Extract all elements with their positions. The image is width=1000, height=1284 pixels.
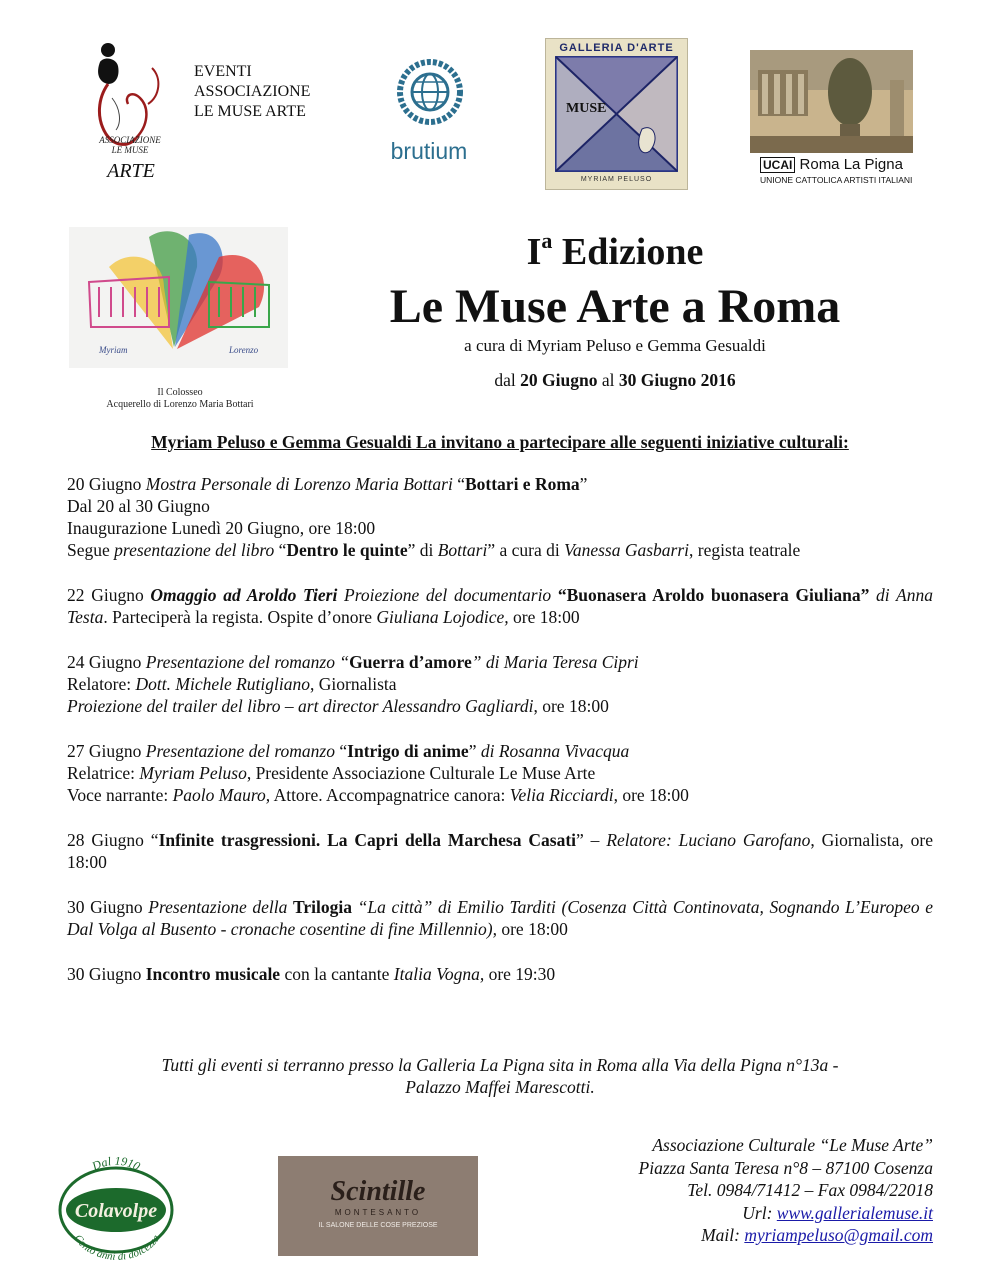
- venue-line2: Palazzo Maffei Marescotti.: [405, 1077, 595, 1097]
- event-text: “: [452, 474, 465, 494]
- event-text: Voce narrante:: [67, 785, 173, 805]
- event-highlight: “Buonasera Aroldo buonasera Giuliana”: [557, 585, 870, 605]
- event-text: , Giornalista: [310, 674, 397, 694]
- galleria-arte-logo: [545, 38, 688, 190]
- event-highlight: Intrigo di anime: [347, 741, 469, 761]
- galleria-word: MUSE: [566, 101, 607, 116]
- invitation-line: Myriam Peluso e Gemma Gesualdi La invitano a partecipare alle seguenti iniziative culturali:: [151, 432, 849, 452]
- event-highlight: Guerra d’amore: [349, 652, 472, 672]
- event-line: [67, 584, 933, 628]
- event-text: Paolo Mauro,: [172, 785, 271, 805]
- event-text: , ore 18:00: [613, 785, 689, 805]
- event-line: [67, 762, 933, 784]
- event-text: Presentazione del romanzo: [145, 741, 335, 761]
- event-highlight: Incontro musicale: [145, 964, 281, 984]
- scintille-logo: [278, 1156, 478, 1256]
- event-text: con la cantante: [280, 964, 394, 984]
- event-text: “La città” di Emilio Tarditi (Cosenza Città Continovata, Sognando L’Europeo e Dal Volga al Busento - cronache cosentine di fine Millennio),: [67, 897, 934, 939]
- muse-logo-word: ARTE: [107, 160, 155, 182]
- event-item: [67, 963, 933, 985]
- event-text: “: [335, 741, 348, 761]
- event-line: [67, 784, 933, 806]
- colavolpe-motto: Cento anni di dolcezza: [71, 1232, 163, 1263]
- event-highlight: Omaggio ad Aroldo Tieri: [150, 585, 338, 605]
- event-text: ore 18:00: [508, 607, 580, 627]
- event-text: Bottari: [437, 540, 488, 560]
- event-text: . Parteciperà la regista. Ospite d’onore: [103, 607, 377, 627]
- event-text: , regista teatrale: [689, 540, 801, 560]
- event-text: Relatore: Luciano Garofano: [606, 830, 811, 850]
- event-line: [67, 829, 933, 873]
- event-text: , ore 18:00: [533, 696, 609, 716]
- event-line: [67, 673, 933, 695]
- galleria-title: GALLERIA D'ARTE: [559, 42, 674, 54]
- event-date: 27 Giugno: [67, 741, 146, 761]
- edition-heading: [330, 228, 900, 274]
- event-text: ”: [468, 741, 481, 761]
- events-list: [67, 473, 933, 1008]
- event-text: ”: [579, 474, 588, 494]
- event-text: , Presidente Associazione Culturale Le Muse Arte: [246, 763, 596, 783]
- painting-caption: [60, 387, 300, 411]
- scintille-sub: MONTESANTO: [334, 1208, 422, 1217]
- contact-mail-line: [520, 1224, 933, 1247]
- dates-prefix: dal: [494, 370, 521, 390]
- event-text: Mostra Personale di Lorenzo Maria Bottari: [145, 474, 453, 494]
- globe-logo-icon: [380, 48, 475, 143]
- event-date: 20 Giugno: [67, 474, 146, 494]
- event-text: Giuliana Lojodice,: [376, 607, 509, 627]
- event-text: ore 19:30: [484, 964, 556, 984]
- event-text: Velia Ricciardi: [509, 785, 614, 805]
- event-line: Inaugurazione Lunedì 20 Giugno, ore 18:00: [67, 518, 376, 538]
- contact-url-line: [520, 1202, 933, 1225]
- brutium-wordmark: brutium: [390, 138, 468, 164]
- event-item: [67, 651, 933, 717]
- event-highlight: Bottari e Roma: [464, 474, 580, 494]
- event-text: “: [274, 540, 287, 560]
- mail-label: Mail:: [701, 1225, 745, 1245]
- email-link[interactable]: myriampeluso@gmail.com: [744, 1225, 933, 1245]
- event-text: presentazione del libro: [114, 540, 275, 560]
- scintille-tag: IL SALONE DELLE COSE PREZIOSE: [318, 1222, 438, 1229]
- contact-phone: Tel. 0984/71412 – Fax 0984/22018: [687, 1180, 933, 1200]
- pigna-subtitle: UNIONE CATTOLICA ARTISTI ITALIANI: [760, 175, 913, 185]
- url-label: Url:: [742, 1202, 777, 1223]
- event-highlight: Infinite trasgressioni. La Capri della Marchesa Casati: [158, 830, 577, 850]
- event-line: [67, 896, 933, 940]
- event-text: Proiezione del trailer del libro – art director Alessandro Gagliardi: [67, 696, 534, 716]
- event-item: [67, 896, 933, 940]
- event-text: Segue: [67, 540, 115, 560]
- scintille-word: Scintille: [330, 1176, 426, 1207]
- event-line: [67, 695, 933, 717]
- event-date: 30 Giugno: [67, 964, 146, 984]
- event-date: 30 Giugno: [67, 897, 149, 917]
- event-text: ” a cura di: [487, 540, 565, 560]
- event-line: Dal 20 al 30 Giugno: [67, 496, 210, 516]
- contact-block: [520, 1134, 933, 1247]
- colavolpe-logo-icon: [52, 1142, 180, 1270]
- muse-logo-caption: [90, 135, 170, 155]
- event-text: ” –: [576, 830, 607, 850]
- event-line: [67, 539, 933, 561]
- pigna-name: [760, 156, 903, 173]
- painting-signature-right: Lorenzo: [229, 345, 259, 355]
- svg-text:Dal 1910: [89, 1154, 143, 1174]
- event-line: [67, 651, 933, 673]
- event-date: 22 Giugno: [67, 585, 151, 605]
- event-text: Presentazione della: [148, 897, 294, 917]
- contact-association: Associazione Culturale “Le Muse Arte”: [652, 1135, 933, 1155]
- muse-caption-line1: ASSOCIAZIONE: [99, 135, 161, 145]
- venue-line1: Tutti gli eventi si terranno presso la Galleria La Pigna sita in Roma alla Via della Pigna n°13a -: [161, 1055, 839, 1075]
- event-line: [67, 963, 933, 985]
- website-link[interactable]: www.gallerialemuse.it: [776, 1202, 933, 1223]
- colavolpe-logo: [52, 1142, 180, 1270]
- event-highlight: Trilogia: [293, 897, 353, 917]
- event-line: [67, 740, 933, 762]
- pigna-name-text: Roma La Pigna: [799, 156, 903, 173]
- eventi-line3: LE MUSE ARTE: [194, 103, 306, 120]
- pigna-image: [750, 50, 913, 153]
- colosseo-painting: [69, 227, 288, 368]
- event-date: 28 Giugno “: [67, 830, 159, 850]
- event-text: Relatore:: [67, 674, 136, 694]
- dates-start: 20 Giugno: [520, 370, 598, 390]
- dates-end: 30 Giugno 2016: [618, 370, 736, 390]
- event-item: [67, 740, 933, 806]
- event-dates: [330, 370, 900, 391]
- event-text: ” di Maria Teresa Cipri: [471, 652, 639, 672]
- page-title: Le Muse Arte a Roma: [389, 280, 841, 333]
- event-text: Presentazione del romanzo “: [145, 652, 350, 672]
- eventi-line2: ASSOCIAZIONE: [194, 83, 311, 100]
- eventi-line1: EVENTI: [194, 63, 252, 80]
- event-text: Dott. Michele Rutigliano: [135, 674, 310, 694]
- event-text: ” di: [407, 540, 438, 560]
- painting-caption-line1: Il Colosseo: [157, 387, 203, 398]
- eventi-label: [194, 62, 310, 122]
- muse-caption-line2: LE MUSE: [111, 145, 149, 155]
- colavolpe-since: Dal 1910: [89, 1153, 143, 1174]
- event-text: Relatrice:: [67, 763, 140, 783]
- event-date: 24 Giugno: [67, 652, 146, 672]
- svg-text:Cento anni di dolcezza: [72, 1232, 163, 1263]
- event-text: Vanessa Gasbarri: [564, 540, 690, 560]
- event-text: Proiezione del documentario: [337, 585, 558, 605]
- galleria-names: MYRIAM PELUSO: [580, 176, 653, 183]
- edition-word: Edizione: [552, 231, 704, 273]
- colavolpe-name: Colavolpe: [74, 1200, 158, 1222]
- painting-caption-line2: Acquerello di Lorenzo Maria Bottari: [106, 399, 254, 410]
- event-item: [67, 473, 933, 561]
- event-text: Myriam Peluso: [139, 763, 247, 783]
- edition-numeral: I: [526, 231, 542, 273]
- event-text: Attore. Accompagnatrice canora:: [270, 785, 510, 805]
- event-text: di Rosanna Vivacqua: [480, 741, 630, 761]
- dates-mid: al: [597, 370, 619, 390]
- event-text: ore 18:00: [496, 919, 568, 939]
- curated-by: a cura di Myriam Peluso e Gemma Gesualdi: [464, 336, 766, 355]
- edition-ordinal: a: [541, 228, 553, 253]
- event-item: [67, 829, 933, 873]
- ucai-mark: UCAI: [760, 157, 795, 173]
- contact-address: Piazza Santa Teresa n°8 – 87100 Cosenza: [638, 1157, 933, 1178]
- event-text: Italia Vogna,: [393, 964, 485, 984]
- pine-cone-landmark-icon: [750, 50, 913, 153]
- event-text: di Anna Testa: [67, 585, 933, 627]
- event-highlight: Dentro le quinte: [286, 540, 408, 560]
- event-line: [67, 473, 933, 495]
- painting-signature-left: Myriam: [99, 345, 128, 355]
- event-text: , Giornalista, ore 18:00: [67, 830, 933, 872]
- venue-note: [60, 1054, 940, 1098]
- event-item: [67, 584, 933, 628]
